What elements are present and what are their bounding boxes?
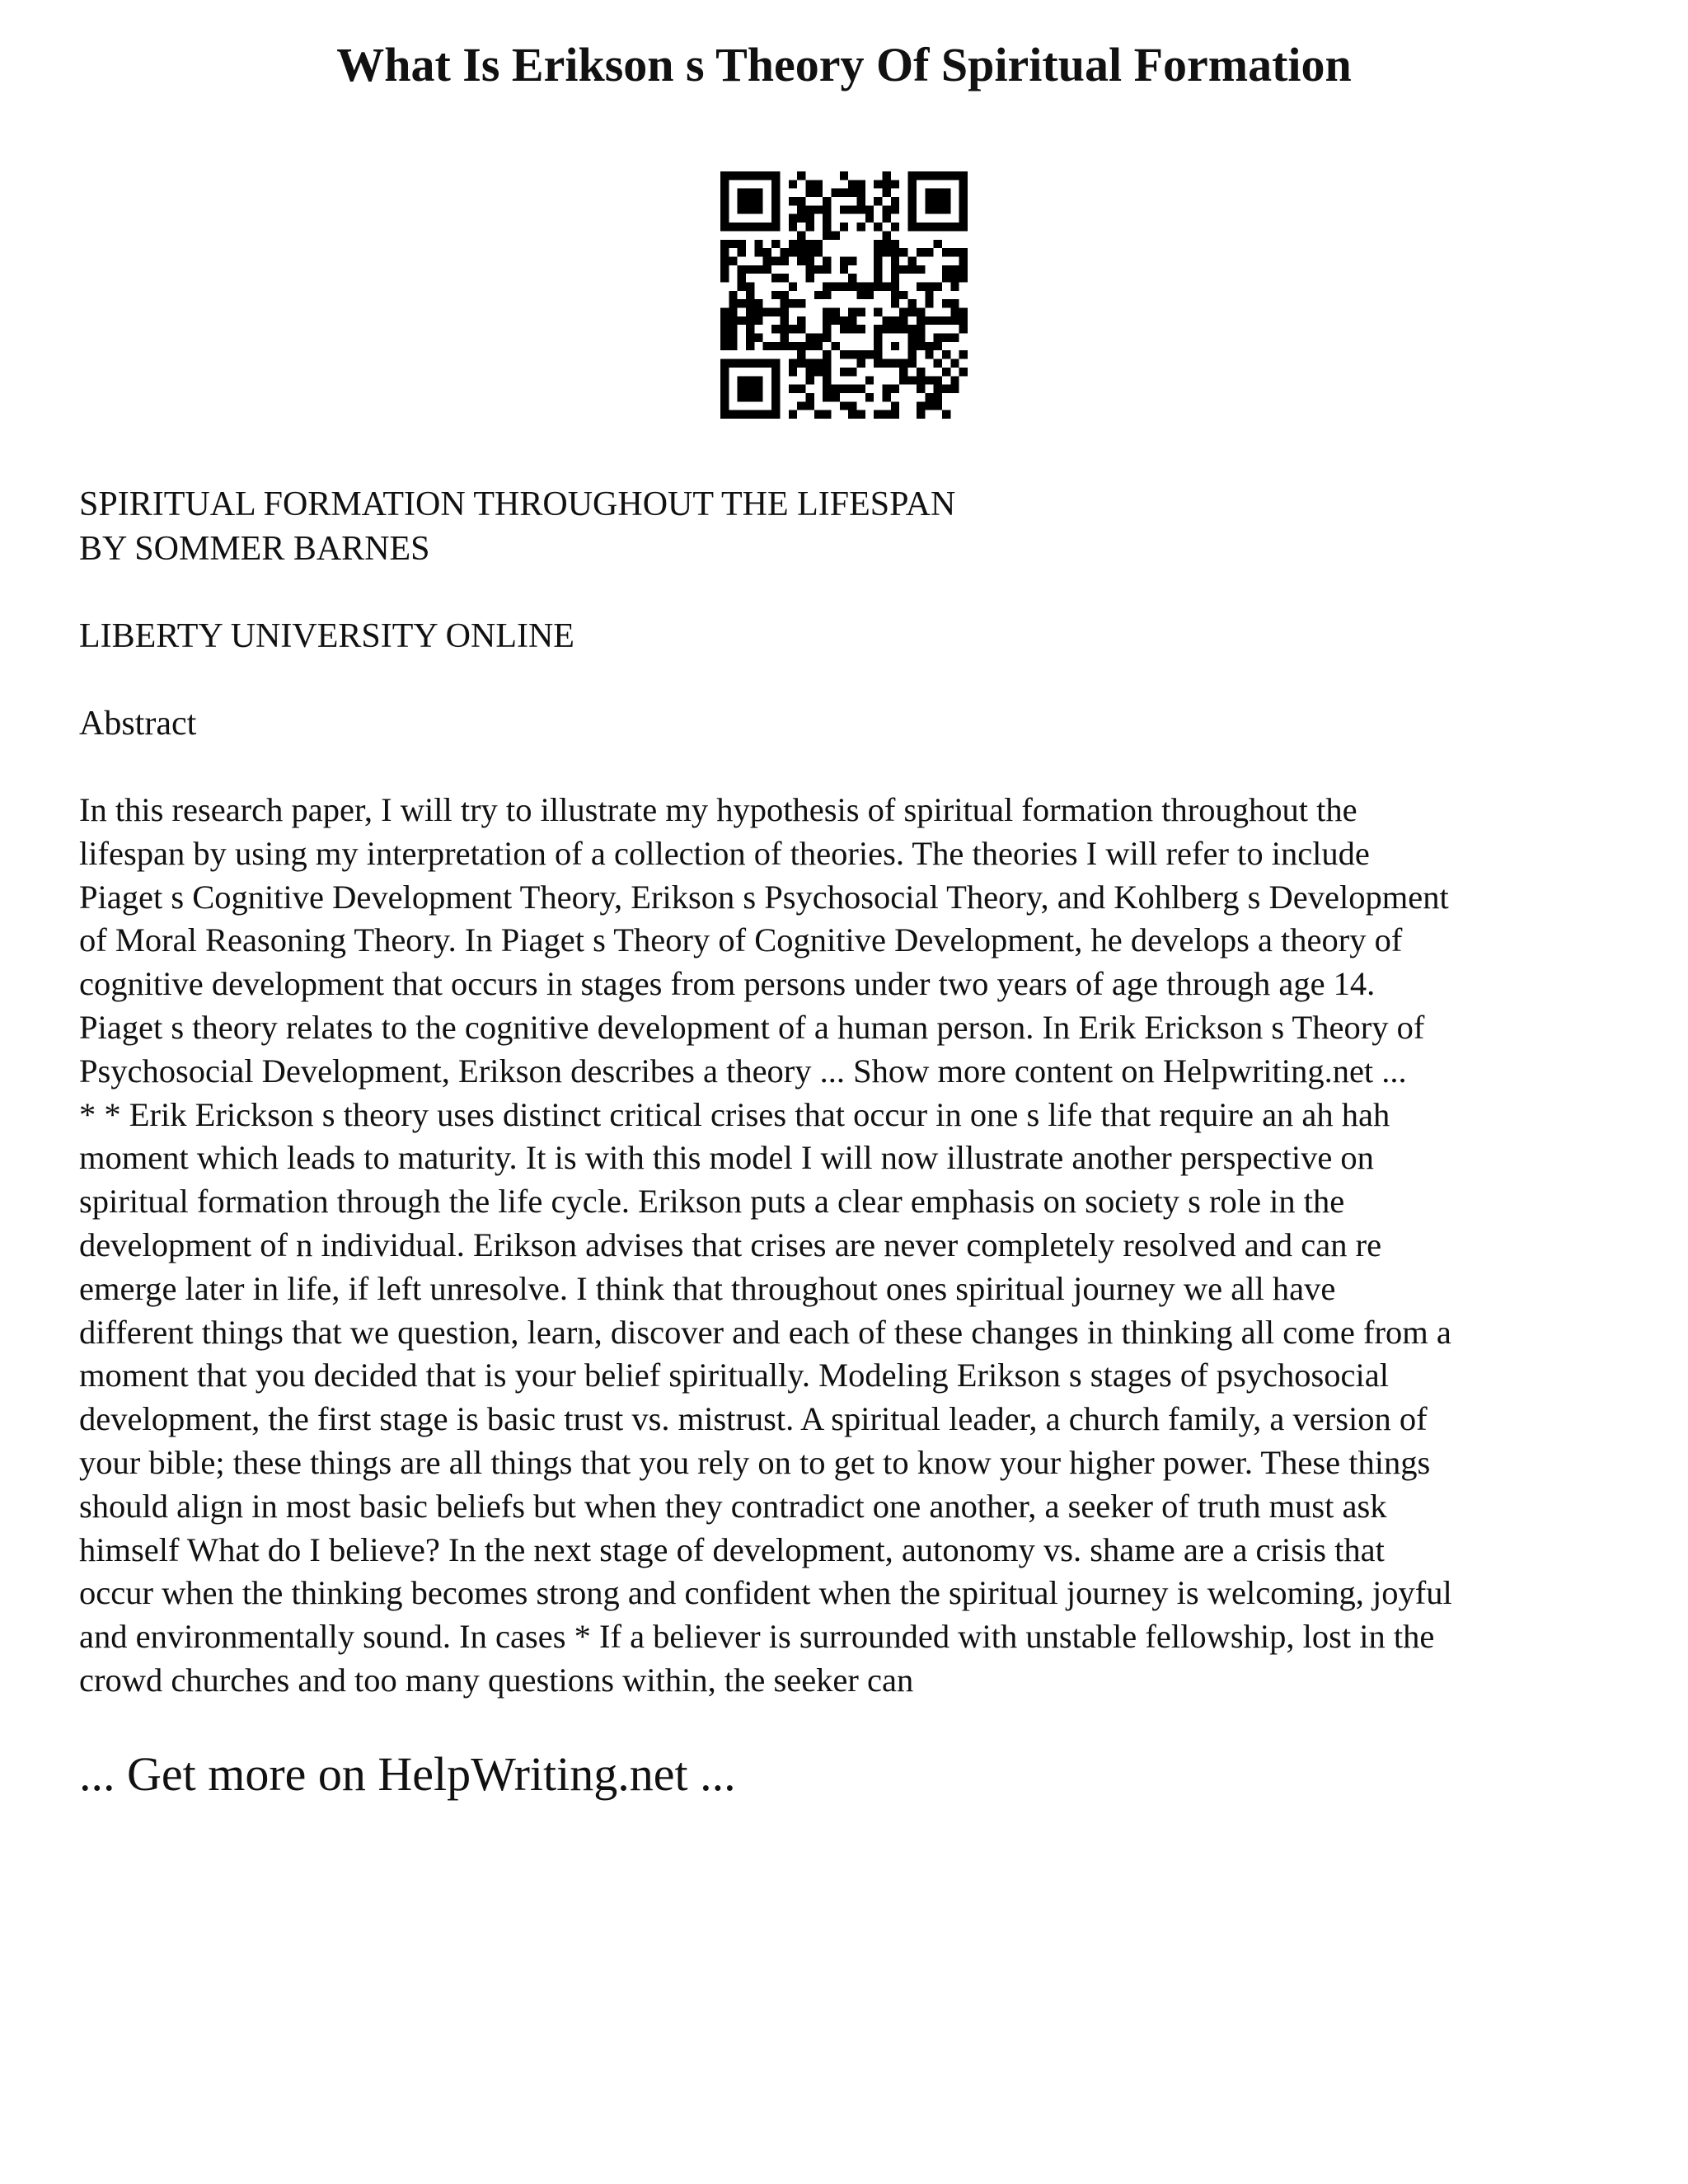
body-line: crowd churches and too many questions within, the seeker can (79, 1661, 914, 1699)
body-line: of Moral Reasoning Theory. In Piaget s Theory of Cognitive Development, he develops a theory of (79, 921, 1403, 959)
paper-title-line: SPIRITUAL FORMATION THROUGHOUT THE LIFESPAN (79, 485, 956, 523)
abstract-body (79, 789, 1629, 1703)
qr-code-icon (720, 171, 968, 419)
body-line: Piaget s theory relates to the cognitive development of a human person. In Erik Erickson s Theory of (79, 1008, 1425, 1046)
get-more-link[interactable]: ... Get more on HelpWriting.net ... (79, 1747, 736, 1801)
body-line: Piaget s Cognitive Development Theory, Erikson s Psychosocial Theory, and Kohlberg s Development (79, 878, 1449, 916)
body-line: spiritual formation through the life cycle. Erikson puts a clear emphasis on society s role in the (79, 1183, 1345, 1221)
body-line: and environmentally sound. In cases * If a believer is surrounded with unstable fellowship, lost in the (79, 1618, 1435, 1656)
body-line: occur when the thinking becomes strong and confident when the spiritual journey is welcoming, joyful (79, 1574, 1452, 1612)
body-line: should align in most basic beliefs but when they contradict one another, a seeker of truth must ask (79, 1487, 1387, 1525)
body-line: Psychosocial Development, Erikson describes a theory ... Show more content on Helpwriting.net ... (79, 1052, 1407, 1090)
body-line: development of n individual. Erikson advises that crises are never completely resolved and can re (79, 1226, 1382, 1263)
body-line: emerge later in life, if left unresolve. I think that throughout ones spiritual journey we all have (79, 1269, 1336, 1307)
author-line: BY SOMMER BARNES (79, 530, 430, 568)
body-line: your bible; these things are all things that you rely on to get to know your higher power. These things (79, 1443, 1431, 1481)
institution-line: LIBERTY UNIVERSITY ONLINE (79, 617, 574, 655)
qr-code-graphic (720, 171, 968, 419)
body-line: lifespan by using my interpretation of a collection of theories. The theories I will refer to include (79, 834, 1370, 872)
body-line: different things that we question, learn, discover and each of these changes in thinking all come from a (79, 1313, 1451, 1351)
body-line: development, the first stage is basic trust vs. mistrust. A spiritual leader, a church family, a version of (79, 1400, 1428, 1438)
body-line: moment that you decided that is your belief spiritually. Modeling Erikson s stages of psychosocial (79, 1357, 1389, 1394)
body-line: In this research paper, I will try to illustrate my hypothesis of spiritual formation throughout the (79, 791, 1357, 828)
body-line: * * Erik Erickson s theory uses distinct critical crises that occur in one s life that require an ah hah (79, 1095, 1390, 1133)
document-title: What Is Erikson s Theory Of Spiritual Formation (336, 38, 1352, 91)
body-line: cognitive development that occurs in stages from persons under two years of age through age 14. (79, 965, 1376, 1003)
body-line: himself What do I believe? In the next stage of development, autonomy vs. shame are a crisis that (79, 1530, 1385, 1568)
abstract-heading: Abstract (79, 705, 197, 743)
body-line: moment which leads to maturity. It is with this model I will now illustrate another perspective on (79, 1139, 1374, 1177)
